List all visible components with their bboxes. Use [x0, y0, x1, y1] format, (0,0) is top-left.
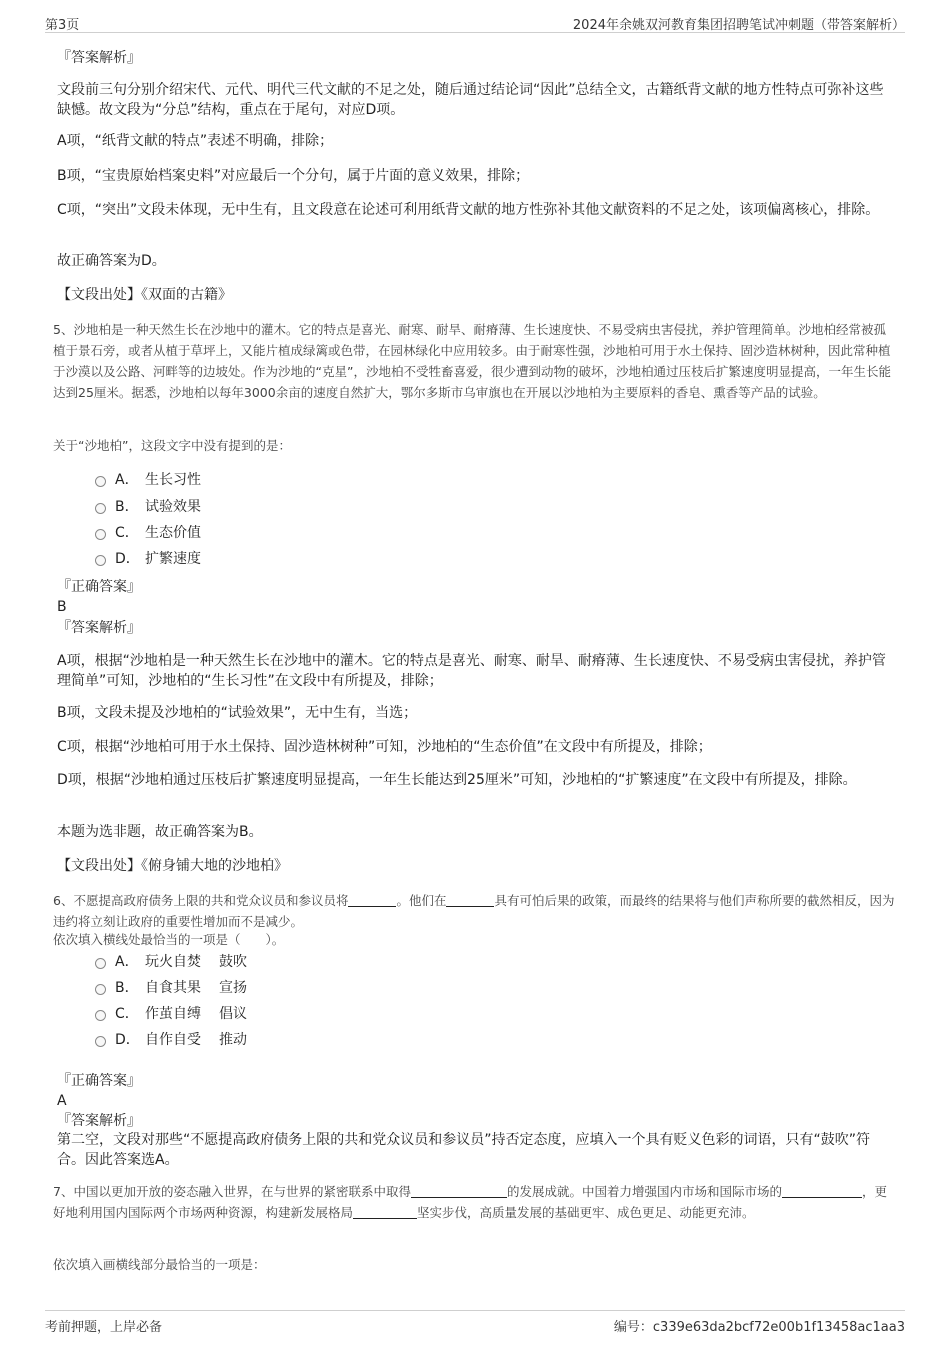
q5-option-c-analysis: C项，根据“沙地柏可用于水土保持、固沙造林树种”可知，沙地柏的“生态价值”在文段中有所提及，排除； — [57, 739, 712, 755]
radio-button[interactable] — [95, 476, 106, 487]
q6-analysis-heading: 『答案解析』 — [57, 1113, 141, 1129]
q6-option-a[interactable]: A． 玩火自焚 鼓吹 — [95, 951, 247, 973]
q7-question: 依次填入画横线部分最恰当的一项是： — [53, 1257, 266, 1272]
radio-button[interactable] — [95, 503, 106, 514]
q5-option-b[interactable]: B． 试验效果 — [95, 496, 201, 518]
q5-option-b-analysis: B项，文段未提及沙地柏的“试验效果”，无中生有，当选； — [57, 705, 418, 721]
page-footer — [45, 1310, 905, 1337]
q5-option-d-analysis: D项，根据“沙地柏通过压枝后扩繁速度明显提高，一年生长能达到25厘米”可知，沙地柏的“扩繁速度”在文段中有所提及，排除。 — [57, 772, 857, 788]
q6-option-b[interactable]: B． 自食其果 宣扬 — [95, 977, 247, 999]
q4-conclusion: 故正确答案为D。 — [57, 253, 166, 269]
q4-analysis-heading: 『答案解析』 — [57, 50, 141, 66]
q5-analysis-heading: 『答案解析』 — [57, 620, 141, 636]
q4-option-a-analysis: A项，“纸背文献的特点”表述不明确，排除； — [57, 133, 334, 149]
fill-blank — [348, 892, 396, 907]
q5-answer-heading: 『正确答案』 — [57, 579, 141, 595]
radio-button[interactable] — [95, 1036, 106, 1047]
fill-blank — [411, 1183, 507, 1198]
q5-option-c[interactable]: C． 生态价值 — [95, 522, 201, 544]
fill-blank — [446, 892, 494, 907]
radio-button[interactable] — [95, 958, 106, 969]
footer-slogan: 考前押题，上岸必备 — [45, 1320, 163, 1335]
q4-source: 【文段出处】《双面的古籍》 — [57, 287, 232, 303]
q6-option-d[interactable]: D． 自作自受 推动 — [95, 1029, 247, 1051]
q7-stem: 7、中国以更加开放的姿态融入世界，在与世界的紧密联系中取得 的发展成就。中国着力增强国内市场和国际市场的 ，更好地利用国内国际两个市场两种资源，构建新发展格局 坚实步伐，高质量发展的基础更牢、成色更足、动能更充沛。 — [53, 1184, 887, 1220]
q6-question: 依次填入横线处最恰当的一项是（ ）。 — [53, 932, 285, 947]
q6-stem: 6、不愿提高政府债务上限的共和党众议员和参议员将 。他们在 具有可怕后果的政策，而最终的结果将与他们声称所要的截然相反，因为违约将立刻让政府的重要性增加而不是减少。 — [53, 893, 895, 929]
q6-answer: A — [57, 1093, 67, 1109]
document-title: 2024年余姚双河教育集团招聘笔试冲刺题（带答案解析） — [572, 18, 905, 33]
q6-option-c[interactable]: C． 作茧自缚 倡议 — [95, 1003, 247, 1025]
document-code: 编号：c339e63da2bcf72e00b1f13458ac1aa3 — [613, 1320, 905, 1335]
q5-answer: B — [57, 599, 67, 615]
radio-button[interactable] — [95, 1010, 106, 1021]
radio-button[interactable] — [95, 555, 106, 566]
q4-option-c-analysis: C项，“突出”文段未体现，无中生有，且文段意在论述可利用纸背文献的地方性弥补其他文献资料的不足之处，该项偏离核心，排除。 — [57, 202, 880, 218]
q4-analysis-paragraph: 文段前三句分别介绍宋代、元代、明代三代文献的不足之处，随后通过结论词“因此”总结全文，古籍纸背文献的地方性特点可弥补这些缺憾。故文段为“分总”结构，重点在于尾句，对应D项。 — [57, 82, 884, 118]
fill-blank — [353, 1204, 417, 1219]
q5-stem: 5、沙地柏是一种天然生长在沙地中的灌木。它的特点是喜光、耐寒、耐旱、耐瘠薄、生长速度快、不易受病虫害侵扰，养护管理简单。沙地柏经常被孤植于景石旁，或者从植于草坪上，又能片植成绿篱或色带，在园林绿化中应用较多。由于耐寒性强，沙地柏可用于水土保持、固沙造林树种，因此常种植于沙漠以及公路、河畔等的边坡处。作为沙地的“克星”，沙地柏不受牲畜喜爱，很少遭到动物的破坏，沙地柏通过压枝后扩繁速度明显提高，一年生长能达到25厘米。据悉，沙地柏以每年3000余亩的速度自然扩大，鄂尔多斯市乌审旗也在开展以沙地柏为主要原料的香皂、熏香等产品的试验。 — [53, 322, 891, 400]
q5-conclusion: 本题为选非题，故正确答案为B。 — [57, 824, 263, 840]
page-number: 第3页 — [45, 18, 80, 33]
q6-answer-heading: 『正确答案』 — [57, 1073, 141, 1089]
q5-option-d[interactable]: D． 扩繁速度 — [95, 548, 201, 570]
page-header — [45, 12, 905, 33]
q5-option-a[interactable]: A． 生长习性 — [95, 469, 201, 491]
q5-option-a-analysis: A项，根据“沙地柏是一种天然生长在沙地中的灌木。它的特点是喜光、耐寒、耐旱、耐瘠薄、生长速度快、不易受病虫害侵扰，养护管理简单”可知，沙地柏的“生长习性”在文段中有所提及，排除； — [57, 653, 886, 689]
q5-question: 关于“沙地柏”，这段文字中没有提到的是： — [53, 438, 291, 453]
q6-analysis: 第二空，文段对那些“不愿提高政府债务上限的共和党众议员和参议员”持否定态度，应填入一个具有贬义色彩的词语，只有“鼓吹”符合。因此答案选A。 — [57, 1132, 871, 1168]
q5-source: 【文段出处】《俯身铺大地的沙地柏》 — [57, 858, 288, 874]
radio-button[interactable] — [95, 529, 106, 540]
q4-option-b-analysis: B项，“宝贵原始档案史料”对应最后一个分句，属于片面的意义效果，排除； — [57, 168, 530, 184]
radio-button[interactable] — [95, 984, 106, 995]
fill-blank — [782, 1183, 862, 1198]
